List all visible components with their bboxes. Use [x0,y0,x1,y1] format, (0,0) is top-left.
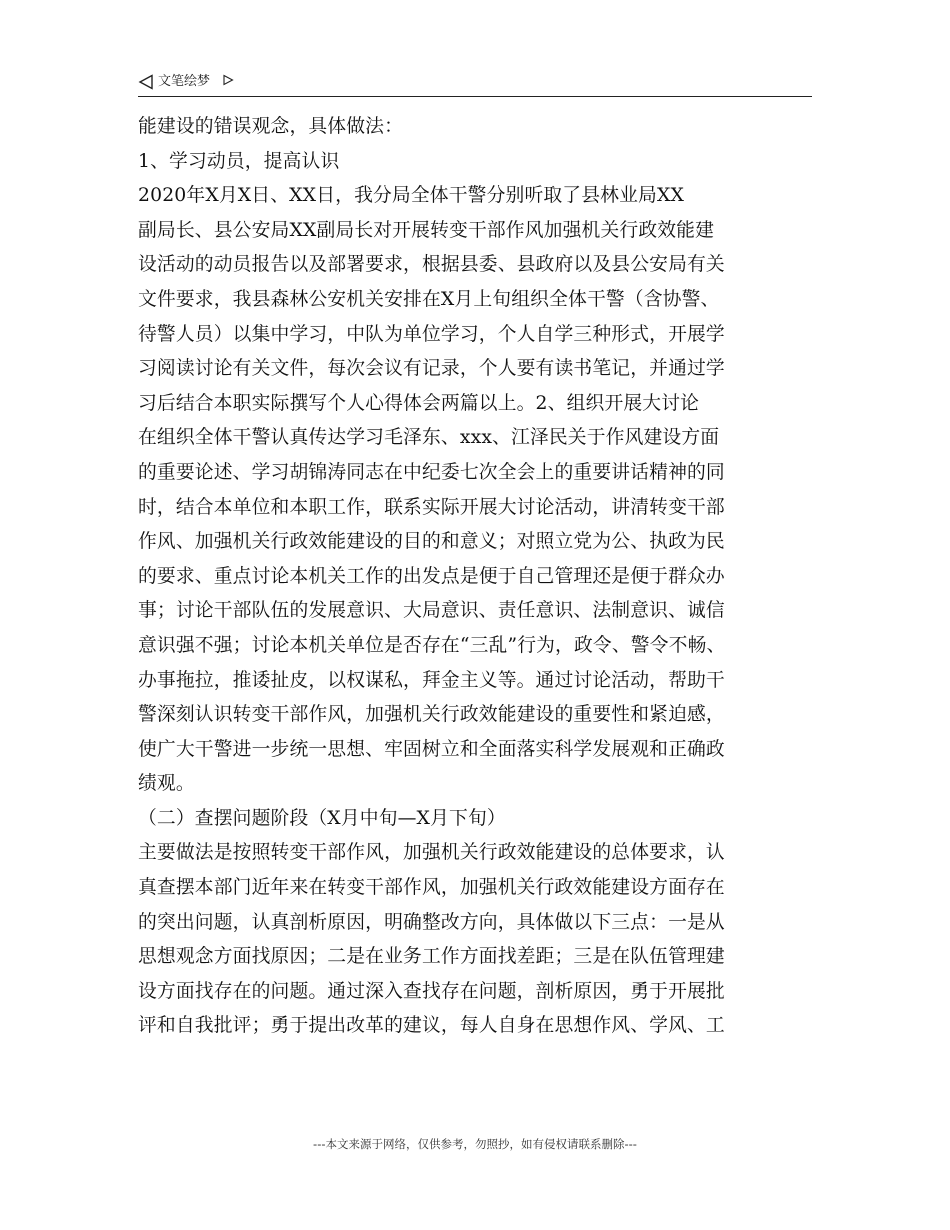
body-line: 警深刻认识转变干部作风，加强机关行政效能建设的重要性和紧迫感， [138,704,725,726]
body-line: 待警人员）以集中学习，中队为单位学习，个人自学三种形式，开展学 [138,323,725,345]
section-heading: （二）查摆问题阶段（X月中旬—X月下旬） [138,807,506,829]
header-brand-text: 文笔绘梦 [158,74,211,89]
body-line: 思想观念方面找原因；二是在业务工作方面找差距；三是在队伍管理建 [138,946,725,968]
body-line: 习后结合本职实际撰写个人心得体会两篇以上。2、组织开展大讨论 [138,392,700,414]
body-line: 意识强不强；讨论本机关单位是否存在“三乱”行为，政令、警令不畅、 [138,634,726,656]
body-line: 能建设的错误观念，具体做法： [138,116,404,137]
body-line: 设方面找存在的问题。通过深入查找存在问题，剖析原因，勇于开展批 [138,980,725,1002]
body-line: 使广大干警进一步统一思想、牢固树立和全面落实科学发展观和正确政 [138,738,725,760]
body-line: 办事拖拉，推诿扯皮，以权谋私，拜金主义等。通过讨论活动，帮助干 [138,669,725,691]
body-line: 真查摆本部门近年来在转变干部作风，加强机关行政效能建设方面存在 [138,877,725,899]
page-header [138,72,812,97]
body-line: 事；讨论干部队伍的发展意识、大局意识、责任意识、法制意识、诚信 [138,600,725,622]
body-line: 副局长、县公安局XX副局长对开展转变干部作风加强机关行政效能建 [138,219,715,241]
body-line: 的重要论述、学习胡锦涛同志在中纪委七次全会上的重要讲话精神的同 [138,461,725,483]
body-line: 作风、加强机关行政效能建设的目的和意义；对照立党为公、执政为民 [138,531,725,553]
triangle-right-outline-icon [222,74,234,86]
body-line: 设活动的动员报告以及部署要求，根据县委、县政府以及县公安局有关 [138,254,725,276]
body-line: 在组织全体干警认真传达学习毛泽东、xxx、江泽民关于作风建设方面 [138,427,720,449]
triangle-left-outline-icon [138,74,154,90]
body-line: 2020年X月X日、XX日，我分局全体干警分别听取了县林业局XX [138,185,685,207]
footer-disclaimer: ---本文来源于网络，仅供参考，勿照抄，如有侵权请联系删除--- [313,1137,637,1151]
body-line: 主要做法是按照转变干部作风，加强机关行政效能建设的总体要求，认 [138,842,725,864]
document-body [138,110,814,1044]
body-line: 1、学习动员，提高认识 [138,150,340,172]
body-line: 时，结合本单位和本职工作，联系实际开展大讨论活动，讲清转变干部 [138,496,725,518]
body-line: 绩观。 [138,773,195,795]
body-line: 习阅读讨论有关文件，每次会议有记录，个人要有读书笔记，并通过学 [138,358,725,380]
body-line: 的突出问题，认真剖析原因，明确整改方向，具体做以下三点：一是从 [138,911,725,933]
body-line: 评和自我批评；勇于提出改革的建议，每人自身在思想作风、学风、工 [138,1015,725,1037]
body-line: 的要求、重点讨论本机关工作的出发点是便于自己管理还是便于群众办 [138,565,725,587]
body-line: 文件要求，我县森林公安机关安排在X月上旬组织全体干警（含协警、 [138,288,720,310]
